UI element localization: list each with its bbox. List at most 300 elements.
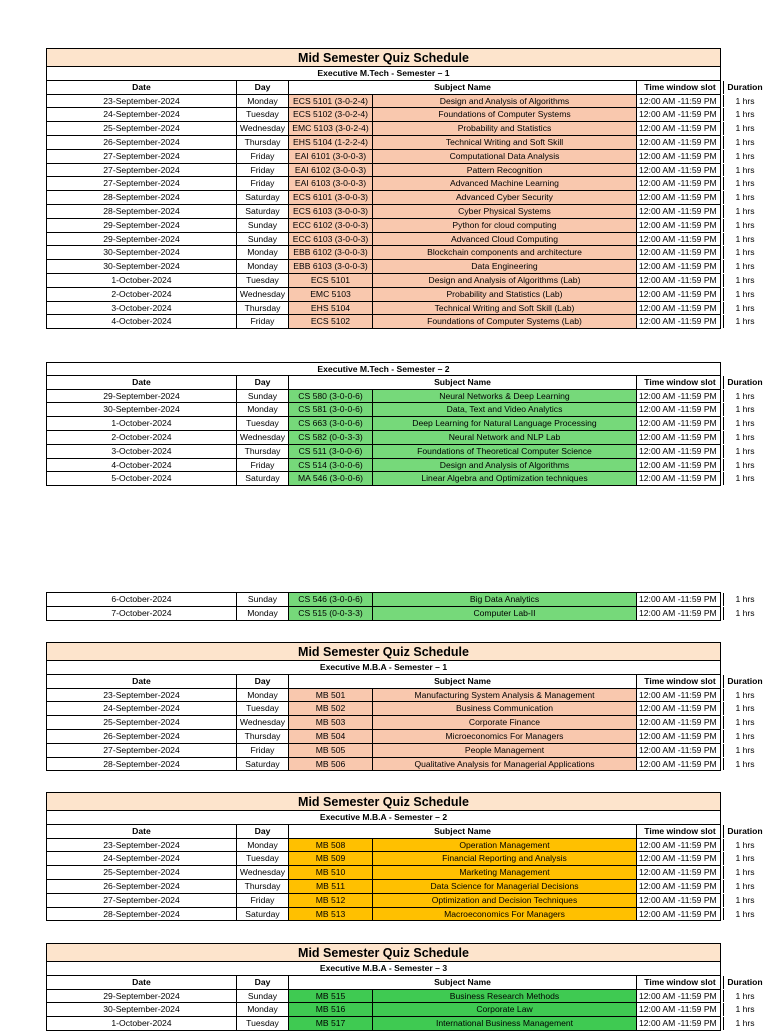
date-cell: 27-September-2024 — [47, 894, 237, 907]
code-cell: MB 506 — [289, 758, 373, 771]
table-row — [46, 852, 755, 866]
table-row — [46, 689, 755, 703]
duration-cell: 1 hrs — [735, 164, 755, 175]
duration-cell: 1 hrs — [735, 1004, 755, 1015]
subject-cell: Python for cloud computing — [373, 219, 637, 232]
subject-cell: Technical Writing and Soft Skill — [373, 136, 637, 149]
duration-cell: 1 hrs — [735, 1018, 755, 1029]
code-cell: EAI 6101 (3-0-0-3) — [289, 150, 373, 163]
duration-cell: 1 hrs — [735, 261, 755, 272]
schedule-title: Mid Semester Quiz Schedule — [46, 792, 721, 811]
header-date: Date — [47, 81, 237, 94]
header-subject: Subject Name — [289, 976, 637, 989]
day-cell: Tuesday — [237, 702, 289, 715]
table-row — [46, 990, 755, 1004]
time-cell: 12:00 AM -11:59 PM — [637, 689, 724, 702]
header-date: Date — [47, 376, 237, 389]
code-cell: MB 515 — [289, 990, 373, 1003]
time-cell: 12:00 AM -11:59 PM — [637, 177, 724, 190]
table-row — [46, 908, 755, 922]
table-row — [46, 758, 755, 772]
subject-cell: Business Communication — [373, 702, 637, 715]
table-row — [46, 390, 755, 404]
code-cell: MB 513 — [289, 908, 373, 921]
subject-cell: Cyber Physical Systems — [373, 205, 637, 218]
table-row — [46, 288, 755, 302]
table-row — [46, 730, 755, 744]
day-cell: Tuesday — [237, 852, 289, 865]
time-cell: 12:00 AM -11:59 PM — [637, 1017, 724, 1030]
duration-cell: 1 hrs — [735, 744, 755, 755]
header-date: Date — [47, 825, 237, 838]
date-cell: 23-September-2024 — [47, 95, 237, 108]
day-cell: Friday — [237, 177, 289, 190]
duration-cell: 1 hrs — [735, 431, 755, 442]
header-day: Day — [237, 376, 289, 389]
table-row — [46, 122, 755, 136]
subject-cell: International Business Management — [373, 1017, 637, 1030]
time-cell: 12:00 AM -11:59 PM — [637, 445, 724, 458]
time-cell: 12:00 AM -11:59 PM — [637, 108, 724, 121]
code-cell: CS 515 (0-0-3-3) — [289, 607, 373, 620]
duration-cell: 1 hrs — [735, 178, 755, 189]
day-cell: Monday — [237, 607, 289, 620]
time-cell: 12:00 AM -11:59 PM — [637, 702, 724, 715]
day-cell: Sunday — [237, 990, 289, 1003]
day-cell: Sunday — [237, 593, 289, 606]
code-cell: ECS 5102 (3-0-2-4) — [289, 108, 373, 121]
header-duration: Duration — [727, 825, 763, 836]
duration-cell: 1 hrs — [735, 459, 755, 470]
header-date: Date — [47, 976, 237, 989]
table-body — [46, 990, 755, 1031]
code-cell: MB 504 — [289, 730, 373, 743]
time-cell: 12:00 AM -11:59 PM — [637, 219, 724, 232]
day-cell: Wednesday — [237, 288, 289, 301]
schedule-title: Mid Semester Quiz Schedule — [46, 48, 721, 67]
header-row — [46, 376, 763, 390]
day-cell: Saturday — [237, 908, 289, 921]
header-time: Time window slot — [637, 376, 724, 389]
header-time: Time window slot — [637, 976, 724, 989]
table-row — [46, 744, 755, 758]
time-cell: 12:00 AM -11:59 PM — [637, 730, 724, 743]
table-row — [46, 403, 755, 417]
table-row — [46, 1003, 755, 1017]
code-cell: EHS 5104 (1-2-2-4) — [289, 136, 373, 149]
day-cell: Thursday — [237, 302, 289, 315]
header-row — [46, 81, 763, 95]
date-cell: 24-September-2024 — [47, 702, 237, 715]
date-cell: 4-October-2024 — [47, 459, 237, 472]
code-cell: MB 510 — [289, 866, 373, 879]
day-cell: Wednesday — [237, 431, 289, 444]
mtech-sem2-continued-table — [46, 592, 755, 621]
table-body — [46, 839, 755, 922]
code-cell: ECC 6103 (3-0-0-3) — [289, 233, 373, 246]
code-cell: CS 511 (3-0-0-6) — [289, 445, 373, 458]
table-row — [46, 866, 755, 880]
header-subject: Subject Name — [289, 81, 637, 94]
code-cell: ECS 5101 (3-0-2-4) — [289, 95, 373, 108]
duration-cell: 1 hrs — [735, 390, 755, 401]
code-cell: ECS 5102 — [289, 315, 373, 328]
day-cell: Monday — [237, 403, 289, 416]
time-cell: 12:00 AM -11:59 PM — [637, 716, 724, 729]
day-cell: Friday — [237, 164, 289, 177]
date-cell: 29-September-2024 — [47, 233, 237, 246]
time-cell: 12:00 AM -11:59 PM — [637, 990, 724, 1003]
mba-sem3-table — [46, 943, 763, 1031]
header-duration: Duration — [727, 976, 763, 987]
table-row — [46, 205, 755, 219]
time-cell: 12:00 AM -11:59 PM — [637, 288, 724, 301]
code-cell: ECS 5101 — [289, 274, 373, 287]
day-cell: Monday — [237, 260, 289, 273]
table-row — [46, 472, 755, 486]
date-cell: 6-October-2024 — [47, 593, 237, 606]
time-cell: 12:00 AM -11:59 PM — [637, 1003, 724, 1016]
date-cell: 1-October-2024 — [47, 274, 237, 287]
code-cell: EMC 5103 — [289, 288, 373, 301]
code-cell: CS 663 (3-0-0-6) — [289, 417, 373, 430]
table-row — [46, 274, 755, 288]
table-row — [46, 839, 755, 853]
table-row — [46, 177, 755, 191]
date-cell: 23-September-2024 — [47, 689, 237, 702]
duration-cell: 1 hrs — [735, 274, 755, 285]
time-cell: 12:00 AM -11:59 PM — [637, 136, 724, 149]
subject-cell: Technical Writing and Soft Skill (Lab) — [373, 302, 637, 315]
day-cell: Tuesday — [237, 274, 289, 287]
table-row — [46, 164, 755, 178]
subject-cell: Deep Learning for Natural Language Processing — [373, 417, 637, 430]
duration-cell: 1 hrs — [735, 192, 755, 203]
date-cell: 7-October-2024 — [47, 607, 237, 620]
duration-cell: 1 hrs — [735, 404, 755, 415]
time-cell: 12:00 AM -11:59 PM — [637, 302, 724, 315]
code-cell: MB 511 — [289, 880, 373, 893]
subject-cell: Neural Networks & Deep Learning — [373, 390, 637, 403]
subject-cell: Computational Data Analysis — [373, 150, 637, 163]
day-cell: Sunday — [237, 390, 289, 403]
time-cell: 12:00 AM -11:59 PM — [637, 593, 724, 606]
time-cell: 12:00 AM -11:59 PM — [637, 417, 724, 430]
subject-cell: Corporate Law — [373, 1003, 637, 1016]
subject-cell: Advanced Cloud Computing — [373, 233, 637, 246]
day-cell: Friday — [237, 150, 289, 163]
table-row — [46, 191, 755, 205]
date-cell: 26-September-2024 — [47, 730, 237, 743]
header-date: Date — [47, 675, 237, 688]
day-cell: Thursday — [237, 445, 289, 458]
code-cell: MB 505 — [289, 744, 373, 757]
time-cell: 12:00 AM -11:59 PM — [637, 880, 724, 893]
table-row — [46, 108, 755, 122]
time-cell: 12:00 AM -11:59 PM — [637, 122, 724, 135]
header-row — [46, 675, 763, 689]
time-cell: 12:00 AM -11:59 PM — [637, 431, 724, 444]
subject-cell: Design and Analysis of Algorithms — [373, 459, 637, 472]
code-cell: MB 503 — [289, 716, 373, 729]
day-cell: Saturday — [237, 205, 289, 218]
time-cell: 12:00 AM -11:59 PM — [637, 852, 724, 865]
duration-cell: 1 hrs — [735, 123, 755, 134]
time-cell: 12:00 AM -11:59 PM — [637, 390, 724, 403]
header-day: Day — [237, 976, 289, 989]
duration-cell: 1 hrs — [735, 288, 755, 299]
code-cell: MB 501 — [289, 689, 373, 702]
table-row — [46, 880, 755, 894]
time-cell: 12:00 AM -11:59 PM — [637, 866, 724, 879]
day-cell: Thursday — [237, 880, 289, 893]
code-cell: CS 580 (3-0-0-6) — [289, 390, 373, 403]
schedule-title: Mid Semester Quiz Schedule — [46, 642, 721, 661]
section-subtitle: Executive M.B.A - Semester – 3 — [46, 962, 721, 976]
duration-cell: 1 hrs — [735, 730, 755, 741]
date-cell: 25-September-2024 — [47, 866, 237, 879]
day-cell: Monday — [237, 689, 289, 702]
subject-cell: Operation Management — [373, 839, 637, 852]
header-row — [46, 976, 763, 990]
table-row — [46, 260, 755, 274]
code-cell: EAI 6102 (3-0-0-3) — [289, 164, 373, 177]
duration-cell: 1 hrs — [735, 109, 755, 120]
table-body — [46, 593, 755, 621]
subject-cell: Data, Text and Video Analytics — [373, 403, 637, 416]
day-cell: Friday — [237, 315, 289, 328]
table-body — [46, 689, 755, 772]
day-cell: Saturday — [237, 472, 289, 485]
date-cell: 28-September-2024 — [47, 205, 237, 218]
time-cell: 12:00 AM -11:59 PM — [637, 744, 724, 757]
date-cell: 25-September-2024 — [47, 122, 237, 135]
day-cell: Saturday — [237, 758, 289, 771]
duration-cell: 1 hrs — [735, 150, 755, 161]
table-row — [46, 219, 755, 233]
table-row — [46, 417, 755, 431]
date-cell: 30-September-2024 — [47, 246, 237, 259]
time-cell: 12:00 AM -11:59 PM — [637, 839, 724, 852]
date-cell: 1-October-2024 — [47, 417, 237, 430]
subject-cell: Blockchain components and architecture — [373, 246, 637, 259]
date-cell: 24-September-2024 — [47, 108, 237, 121]
duration-cell: 1 hrs — [735, 233, 755, 244]
time-cell: 12:00 AM -11:59 PM — [637, 150, 724, 163]
code-cell: ECS 6103 (3-0-0-3) — [289, 205, 373, 218]
day-cell: Monday — [237, 95, 289, 108]
time-cell: 12:00 AM -11:59 PM — [637, 908, 724, 921]
subject-cell: Probability and Statistics — [373, 122, 637, 135]
day-cell: Wednesday — [237, 122, 289, 135]
date-cell: 2-October-2024 — [47, 431, 237, 444]
subject-cell: Foundations of Computer Systems — [373, 108, 637, 121]
duration-cell: 1 hrs — [735, 880, 755, 891]
table-row — [46, 445, 755, 459]
table-row — [46, 302, 755, 316]
subject-cell: Optimization and Decision Techniques — [373, 894, 637, 907]
header-subject: Subject Name — [289, 376, 637, 389]
header-subject: Subject Name — [289, 825, 637, 838]
subject-cell: Foundations of Computer Systems (Lab) — [373, 315, 637, 328]
date-cell: 28-September-2024 — [47, 908, 237, 921]
header-time: Time window slot — [637, 825, 724, 838]
subject-cell: Pattern Recognition — [373, 164, 637, 177]
header-duration: Duration — [727, 675, 763, 686]
header-duration: Duration — [727, 81, 763, 92]
time-cell: 12:00 AM -11:59 PM — [637, 459, 724, 472]
duration-cell: 1 hrs — [735, 418, 755, 429]
header-day: Day — [237, 675, 289, 688]
code-cell: EBB 6102 (3-0-0-3) — [289, 246, 373, 259]
subject-cell: Data Science for Managerial Decisions — [373, 880, 637, 893]
subject-cell: Qualitative Analysis for Managerial Applications — [373, 758, 637, 771]
table-row — [46, 607, 755, 621]
table-body — [46, 95, 755, 330]
subject-cell: Design and Analysis of Algorithms — [373, 95, 637, 108]
table-row — [46, 431, 755, 445]
date-cell: 27-September-2024 — [47, 744, 237, 757]
time-cell: 12:00 AM -11:59 PM — [637, 164, 724, 177]
time-cell: 12:00 AM -11:59 PM — [637, 233, 724, 246]
code-cell: MB 512 — [289, 894, 373, 907]
duration-cell: 1 hrs — [735, 95, 755, 106]
time-cell: 12:00 AM -11:59 PM — [637, 403, 724, 416]
header-time: Time window slot — [637, 675, 724, 688]
day-cell: Sunday — [237, 233, 289, 246]
duration-cell: 1 hrs — [735, 703, 755, 714]
table-row — [46, 1017, 755, 1031]
section-subtitle: Executive M.Tech - Semester – 1 — [46, 67, 721, 81]
subject-cell: Foundations of Theoretical Computer Science — [373, 445, 637, 458]
date-cell: 1-October-2024 — [47, 1017, 237, 1030]
date-cell: 27-September-2024 — [47, 177, 237, 190]
code-cell: CS 581 (3-0-0-6) — [289, 403, 373, 416]
time-cell: 12:00 AM -11:59 PM — [637, 205, 724, 218]
table-row — [46, 894, 755, 908]
date-cell: 23-September-2024 — [47, 839, 237, 852]
header-day: Day — [237, 81, 289, 94]
subject-cell: Advanced Cyber Security — [373, 191, 637, 204]
code-cell: EHS 5104 — [289, 302, 373, 315]
time-cell: 12:00 AM -11:59 PM — [637, 315, 724, 328]
mba-sem2-table — [46, 792, 763, 921]
table-body — [46, 390, 755, 487]
header-subject: Subject Name — [289, 675, 637, 688]
subject-cell: Design and Analysis of Algorithms (Lab) — [373, 274, 637, 287]
day-cell: Thursday — [237, 730, 289, 743]
date-cell: 3-October-2024 — [47, 445, 237, 458]
code-cell: CS 582 (0-0-3-3) — [289, 431, 373, 444]
duration-cell: 1 hrs — [735, 219, 755, 230]
duration-cell: 1 hrs — [735, 205, 755, 216]
duration-cell: 1 hrs — [735, 594, 755, 604]
code-cell: ECC 6102 (3-0-0-3) — [289, 219, 373, 232]
date-cell: 3-October-2024 — [47, 302, 237, 315]
date-cell: 4-October-2024 — [47, 315, 237, 328]
subject-cell: Data Engineering — [373, 260, 637, 273]
code-cell: ECS 6101 (3-0-0-3) — [289, 191, 373, 204]
code-cell: EAI 6103 (3-0-0-3) — [289, 177, 373, 190]
day-cell: Tuesday — [237, 1017, 289, 1030]
table-row — [46, 716, 755, 730]
subject-cell: Corporate Finance — [373, 716, 637, 729]
code-cell: MB 502 — [289, 702, 373, 715]
code-cell: MB 517 — [289, 1017, 373, 1030]
header-time: Time window slot — [637, 81, 724, 94]
day-cell: Friday — [237, 894, 289, 907]
day-cell: Wednesday — [237, 716, 289, 729]
day-cell: Wednesday — [237, 866, 289, 879]
code-cell: MB 508 — [289, 839, 373, 852]
section-subtitle: Executive M.B.A - Semester – 2 — [46, 811, 721, 825]
table-row — [46, 136, 755, 150]
time-cell: 12:00 AM -11:59 PM — [637, 607, 724, 620]
time-cell: 12:00 AM -11:59 PM — [637, 274, 724, 287]
date-cell: 25-September-2024 — [47, 716, 237, 729]
subject-cell: Business Research Methods — [373, 990, 637, 1003]
day-cell: Thursday — [237, 136, 289, 149]
subject-cell: Neural Network and NLP Lab — [373, 431, 637, 444]
date-cell: 28-September-2024 — [47, 758, 237, 771]
duration-cell: 1 hrs — [735, 247, 755, 258]
date-cell: 29-September-2024 — [47, 219, 237, 232]
duration-cell: 1 hrs — [735, 473, 755, 484]
day-cell: Monday — [237, 246, 289, 259]
day-cell: Monday — [237, 1003, 289, 1016]
subject-cell: Manufacturing System Analysis & Management — [373, 689, 637, 702]
section-subtitle: Executive M.Tech - Semester – 2 — [46, 362, 721, 376]
day-cell: Saturday — [237, 191, 289, 204]
subject-cell: Probability and Statistics (Lab) — [373, 288, 637, 301]
duration-cell: 1 hrs — [735, 758, 755, 769]
date-cell: 27-September-2024 — [47, 164, 237, 177]
duration-cell: 1 hrs — [735, 136, 755, 147]
header-duration: Duration — [727, 376, 763, 387]
code-cell: EMC 5103 (3-0-2-4) — [289, 122, 373, 135]
date-cell: 30-September-2024 — [47, 403, 237, 416]
subject-cell: Microeconomics For Managers — [373, 730, 637, 743]
duration-cell: 1 hrs — [735, 717, 755, 728]
table-row — [46, 95, 755, 109]
code-cell: CS 514 (3-0-0-6) — [289, 459, 373, 472]
date-cell: 29-September-2024 — [47, 390, 237, 403]
subject-cell: Computer Lab-II — [373, 607, 637, 620]
duration-cell: 1 hrs — [735, 445, 755, 456]
day-cell: Tuesday — [237, 108, 289, 121]
subject-cell: Macroeconomics For Managers — [373, 908, 637, 921]
table-row — [46, 459, 755, 473]
table-row — [46, 315, 755, 329]
day-cell: Monday — [237, 839, 289, 852]
section-subtitle: Executive M.B.A - Semester – 1 — [46, 661, 721, 675]
time-cell: 12:00 AM -11:59 PM — [637, 894, 724, 907]
code-cell: CS 546 (3-0-0-6) — [289, 593, 373, 606]
code-cell: EBB 6103 (3-0-0-3) — [289, 260, 373, 273]
day-cell: Friday — [237, 459, 289, 472]
date-cell: 26-September-2024 — [47, 136, 237, 149]
time-cell: 12:00 AM -11:59 PM — [637, 191, 724, 204]
code-cell: MB 509 — [289, 852, 373, 865]
duration-cell: 1 hrs — [735, 302, 755, 313]
duration-cell: 1 hrs — [735, 908, 755, 919]
duration-cell: 1 hrs — [735, 853, 755, 864]
duration-cell: 1 hrs — [735, 867, 755, 878]
date-cell: 29-September-2024 — [47, 990, 237, 1003]
time-cell: 12:00 AM -11:59 PM — [637, 95, 724, 108]
date-cell: 28-September-2024 — [47, 191, 237, 204]
mtech-sem1-table — [46, 48, 763, 329]
